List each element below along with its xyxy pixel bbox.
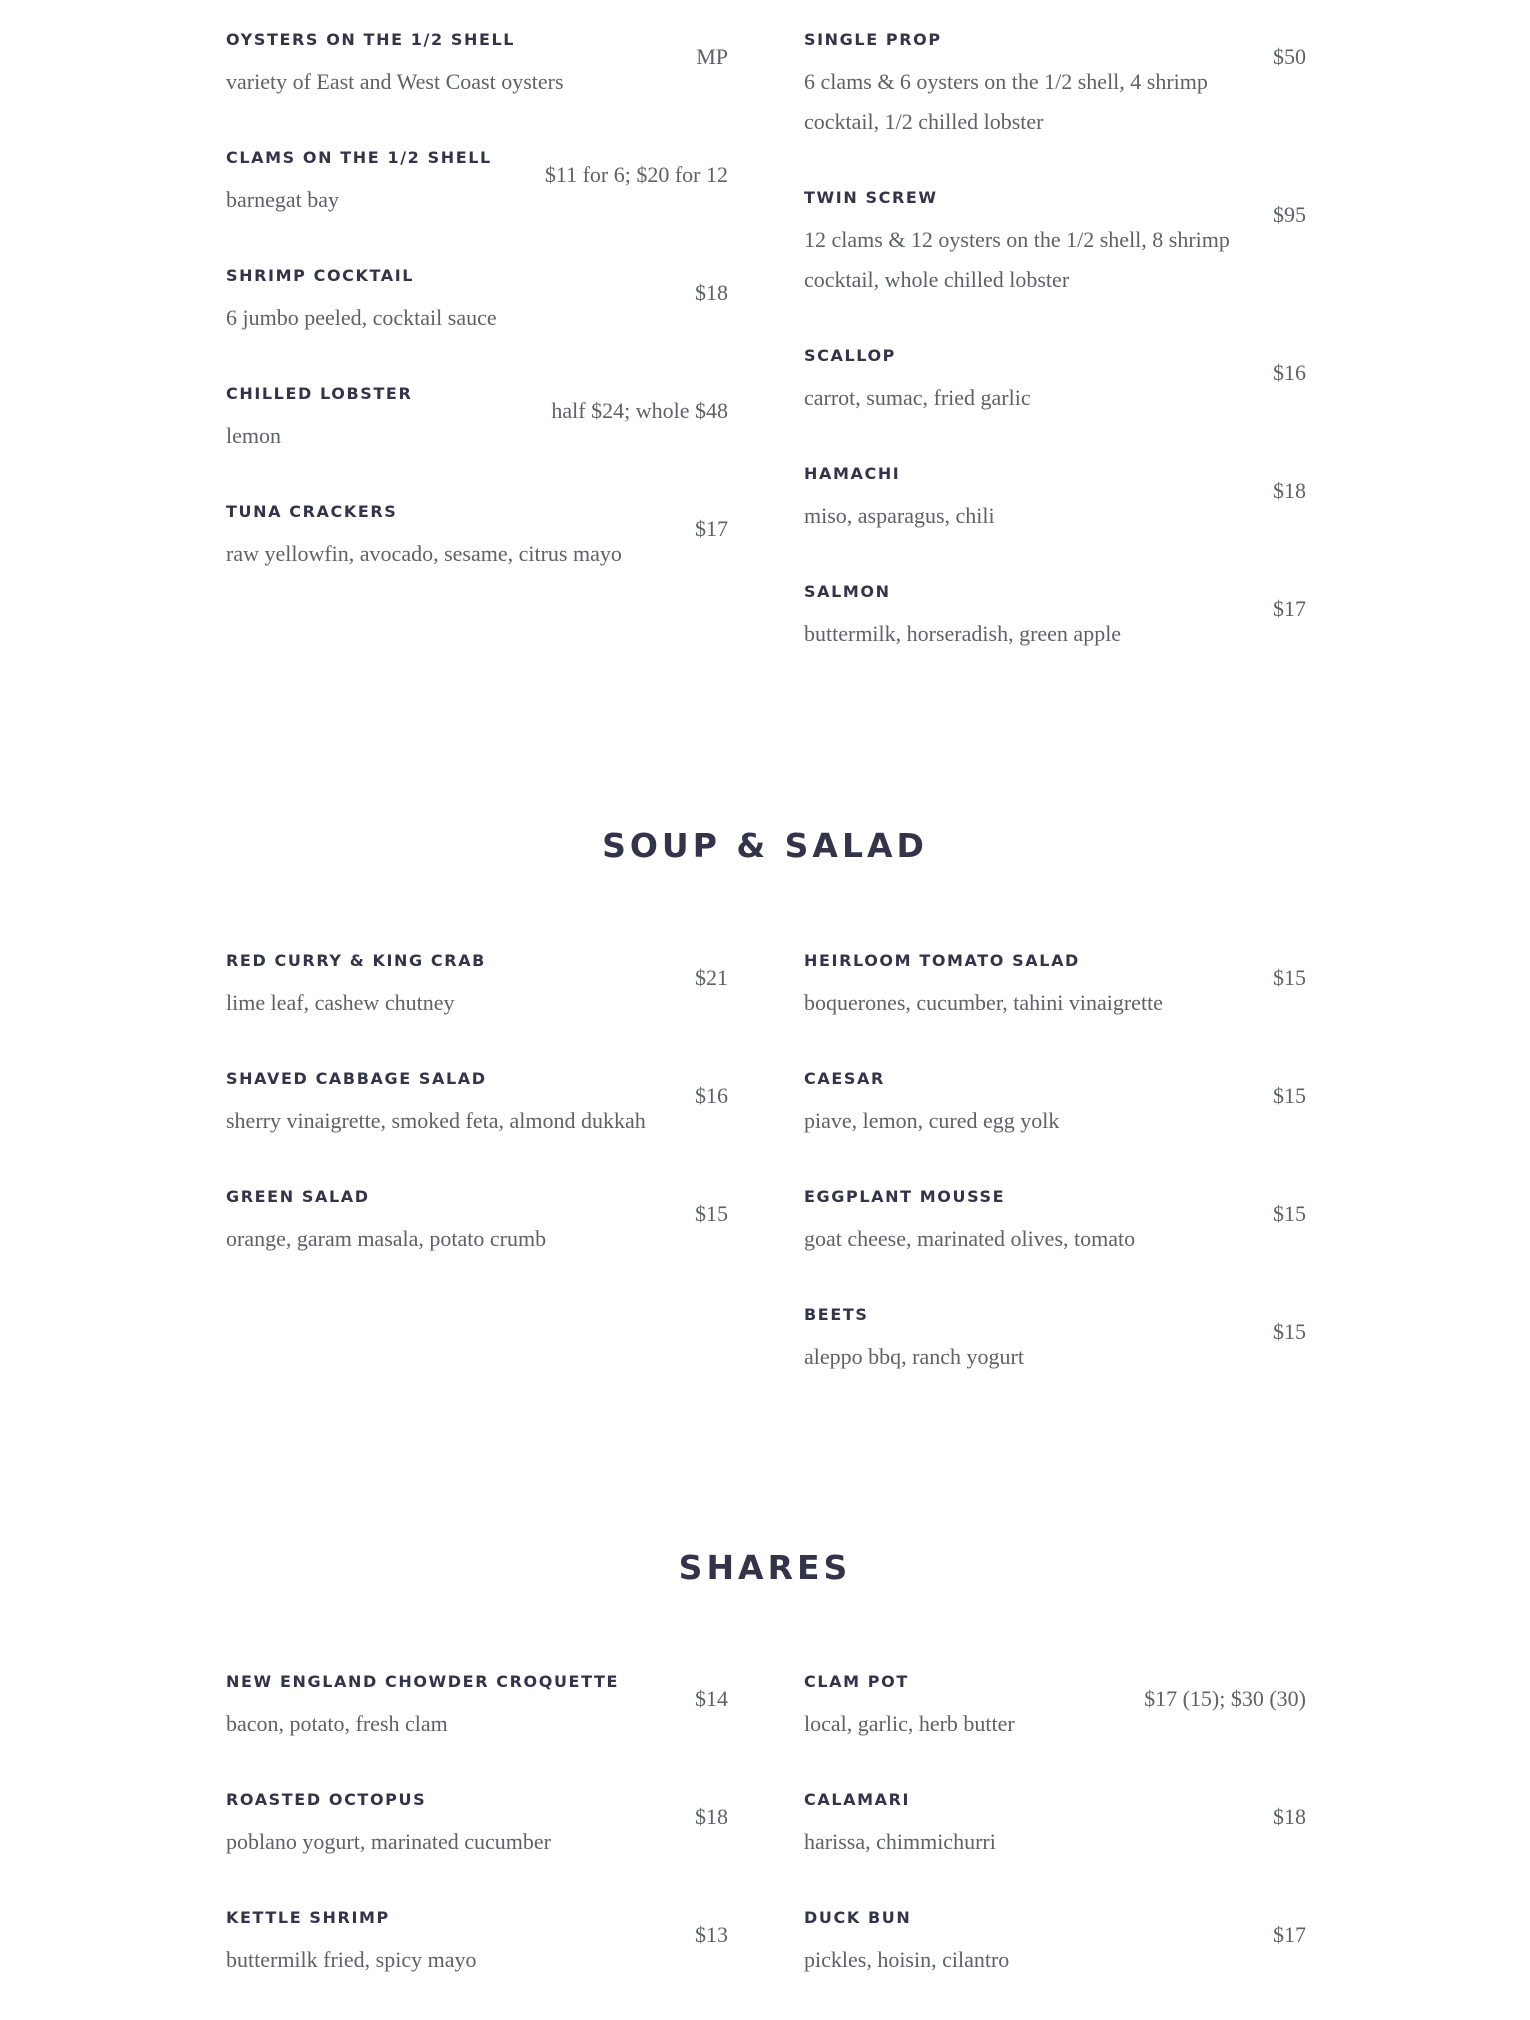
menu-item: [226, 496, 728, 574]
item-name: RED CURRY & KING CRAB: [226, 951, 486, 970]
menu-item: [804, 1784, 1306, 1862]
raw-bar-section: [226, 24, 1306, 694]
item-price: $17: [695, 516, 728, 541]
item-name: SHRIMP COCKTAIL: [226, 266, 415, 285]
shares-grid: [226, 1666, 1306, 2020]
item-price: $16: [1273, 360, 1306, 385]
section-title-soup-salad: SOUP & SALAD: [602, 826, 928, 865]
item-description: buttermilk, horseradish, green apple: [804, 621, 1122, 646]
menu-item: [226, 1181, 728, 1259]
item-description: pickles, hoisin, cilantro: [804, 1947, 1010, 1972]
item-name: BEETS: [804, 1305, 869, 1324]
item-name: CHILLED LOBSTER: [226, 384, 413, 403]
item-name: CLAM POT: [804, 1672, 909, 1691]
soup-salad-right-column: [804, 945, 1306, 1417]
item-name: CAESAR: [804, 1069, 885, 1088]
item-price: MP: [696, 44, 728, 69]
item-description: aleppo bbq, ranch yogurt: [804, 1344, 1024, 1369]
item-description: carrot, sumac, fried garlic: [804, 385, 1031, 410]
menu-item: [804, 182, 1306, 300]
item-description: lime leaf, cashew chutney: [226, 990, 455, 1015]
item-name: SINGLE PROP: [804, 30, 942, 49]
item-description: variety of East and West Coast oysters: [226, 69, 564, 94]
item-price: $21: [695, 965, 728, 990]
item-name: OYSTERS ON THE 1/2 SHELL: [226, 30, 516, 49]
item-description: barnegat bay: [226, 187, 339, 212]
item-description: sherry vinaigrette, smoked feta, almond dukkah: [226, 1108, 646, 1133]
item-description: boquerones, cucumber, tahini vinaigrette: [804, 990, 1163, 1015]
item-price: $15: [1273, 1319, 1306, 1344]
item-description: lemon: [226, 423, 281, 448]
item-name: TWIN SCREW: [804, 188, 938, 207]
shares-left-column: [226, 1666, 728, 2020]
soup-salad-left-column: [226, 945, 728, 1417]
item-price: $18: [1273, 1804, 1306, 1829]
item-name: KETTLE SHRIMP: [226, 1908, 390, 1927]
item-description: miso, asparagus, chili: [804, 503, 995, 528]
item-price: $15: [1273, 1201, 1306, 1226]
item-name: TUNA CRACKERS: [226, 502, 398, 521]
item-name: EGGPLANT MOUSSE: [804, 1187, 1006, 1206]
raw-bar-right-column: [804, 24, 1306, 694]
menu-item: [804, 1902, 1306, 1980]
section-title-shares: SHARES: [678, 1548, 852, 1587]
item-description: goat cheese, marinated olives, tomato: [804, 1226, 1136, 1251]
menu-item: [804, 1666, 1306, 1744]
item-name: CLAMS ON THE 1/2 SHELL: [226, 148, 492, 167]
item-name: NEW ENGLAND CHOWDER CROQUETTE: [226, 1672, 620, 1691]
shares-section: [226, 1666, 1306, 2020]
item-description: buttermilk fried, spicy mayo: [226, 1947, 477, 1972]
menu-item: [804, 458, 1306, 536]
menu-item: [226, 945, 728, 1023]
item-description: 6 jumbo peeled, cocktail sauce: [226, 305, 497, 330]
menu-item: [226, 24, 728, 102]
menu-item: [804, 24, 1306, 142]
menu-item: [804, 576, 1306, 654]
raw-bar-grid: [226, 24, 1306, 694]
item-price: $14: [695, 1686, 728, 1711]
menu-item: [226, 142, 728, 220]
item-name: HEIRLOOM TOMATO SALAD: [804, 951, 1080, 970]
menu-item: [226, 1784, 728, 1862]
item-price: $50: [1273, 44, 1306, 69]
item-description: orange, garam masala, potato crumb: [226, 1226, 547, 1251]
item-name: SCALLOP: [804, 346, 896, 365]
menu-item: [226, 1902, 728, 1980]
item-price: $17 (15); $30 (30): [1144, 1686, 1306, 1711]
item-description: 6 clams & 6 oysters on the 1/2 shell, 4 shrimp cocktail, 1/2 chilled lobster: [804, 69, 1208, 134]
item-name: GREEN SALAD: [226, 1187, 370, 1206]
soup-salad-section: [226, 945, 1306, 1417]
shares-right-column: [804, 1666, 1306, 2020]
item-name: DUCK BUN: [804, 1908, 912, 1927]
item-price: $15: [1273, 965, 1306, 990]
item-price: $18: [695, 280, 728, 305]
item-name: HAMACHI: [804, 464, 901, 483]
item-price: $15: [695, 1201, 728, 1226]
menu-item: [804, 1181, 1306, 1259]
item-description: harissa, chimmichurri: [804, 1829, 996, 1854]
item-description: poblano yogurt, marinated cucumber: [226, 1829, 552, 1854]
item-name: SHAVED CABBAGE SALAD: [226, 1069, 487, 1088]
item-price: $13: [695, 1922, 728, 1947]
soup-salad-grid: [226, 945, 1306, 1417]
menu-item: [226, 260, 728, 338]
raw-bar-left-column: [226, 24, 728, 694]
item-description: piave, lemon, cured egg yolk: [804, 1108, 1060, 1133]
item-price: $95: [1273, 202, 1306, 227]
item-price: $17: [1273, 1922, 1306, 1947]
item-price: $17: [1273, 596, 1306, 621]
menu-item: [226, 1063, 728, 1141]
item-price: half $24; whole $48: [551, 398, 728, 423]
menu-item: [804, 1299, 1306, 1377]
menu-item: [804, 945, 1306, 1023]
item-price: $18: [1273, 478, 1306, 503]
menu-item: [804, 340, 1306, 418]
item-name: CALAMARI: [804, 1790, 911, 1809]
item-name: ROASTED OCTOPUS: [226, 1790, 427, 1809]
item-description: local, garlic, herb butter: [804, 1711, 1015, 1736]
item-description: raw yellowfin, avocado, sesame, citrus mayo: [226, 541, 622, 566]
item-price: $16: [695, 1083, 728, 1108]
item-price: $18: [695, 1804, 728, 1829]
item-price: $11 for 6; $20 for 12: [544, 162, 728, 187]
item-description: 12 clams & 12 oysters on the 1/2 shell, 8 shrimp cocktail, whole chilled lobster: [804, 227, 1230, 292]
menu-item: [226, 378, 728, 456]
menu-item: [226, 1666, 728, 1744]
item-name: SALMON: [804, 582, 891, 601]
item-price: $15: [1273, 1083, 1306, 1108]
item-description: bacon, potato, fresh clam: [226, 1711, 448, 1736]
menu-item: [804, 1063, 1306, 1141]
